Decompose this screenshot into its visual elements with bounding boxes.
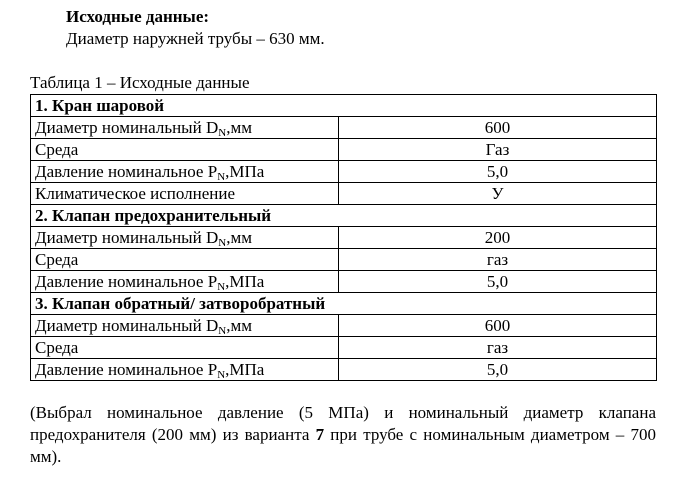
parameter-label: Среда [35,338,79,357]
parameter-name [31,161,339,183]
parameter-name [31,271,339,293]
note-text-after: при трубе с номинальным диаметром – 700 мм). [30,425,656,466]
parameter-name [31,139,339,161]
parameter-label: Давление номинальное P [35,272,218,291]
table-row [31,161,657,183]
table-row [31,271,657,293]
section-header-row [31,95,657,117]
parameter-subscript: N [217,369,226,381]
parameter-name [31,359,339,381]
parameter-label: Среда [35,140,79,159]
source-data-table [30,94,657,381]
parameter-subscript: N [218,127,227,139]
parameter-subscript: N [218,237,227,249]
parameter-value: 5,0 [339,359,657,381]
parameter-label: Среда [35,250,79,269]
section-title: 2. Клапан предохранительный [31,205,657,227]
outer-diameter-text: Диаметр наружней трубы – 630 мм. [66,29,325,48]
parameter-label: Климатическое исполнение [35,184,236,203]
parameter-name [31,337,339,359]
table-row [31,183,657,205]
parameter-name [31,117,339,139]
table-row [31,337,657,359]
parameter-unit: ,мм [226,316,252,335]
page-heading: Исходные данные: [66,7,210,26]
parameter-value: 600 [339,117,657,139]
parameter-subscript: N [217,171,226,183]
parameter-label: Диаметр номинальный D [35,316,219,335]
parameter-unit: ,мм [226,118,252,137]
parameter-unit: ,МПа [225,272,265,291]
parameter-label: Диаметр номинальный D [35,228,219,247]
note-variant-number: 7 [315,425,325,444]
parameter-label: Давление номинальное P [35,162,218,181]
parameter-subscript: N [217,281,226,293]
table-caption: Таблица 1 – Исходные данные [30,73,250,92]
table-row [31,249,657,271]
parameter-value: 5,0 [339,271,657,293]
parameter-unit: ,мм [226,228,252,247]
parameter-value: Газ [339,139,657,161]
parameter-name [31,183,339,205]
parameter-value: 200 [339,227,657,249]
section-header-row [31,293,657,315]
table-row [31,117,657,139]
parameter-value: 5,0 [339,161,657,183]
parameter-unit: ,МПа [225,162,265,181]
note-text-before: (Выбрал номинальное давление (5 МПа) и номинальный диаметр клапана предохранителя (200 мм) из варианта [30,403,656,444]
parameter-value: газ [339,337,657,359]
parameter-name [31,227,339,249]
parameter-label: Диаметр номинальный D [35,118,219,137]
parameter-value: 600 [339,315,657,337]
table-row [31,315,657,337]
parameter-label: Давление номинальное P [35,360,218,379]
section-header-row [31,205,657,227]
parameter-value: У [339,183,657,205]
table-row [31,139,657,161]
parameter-name [31,249,339,271]
section-title: 1. Кран шаровой [31,95,657,117]
parameter-unit: ,МПа [225,360,265,379]
note-paragraph [30,402,656,468]
parameter-subscript: N [218,325,227,337]
parameter-value: газ [339,249,657,271]
section-title: 3. Клапан обратный/ затворобратный [31,293,657,315]
table-row [31,359,657,381]
parameter-name [31,315,339,337]
table-row [31,227,657,249]
